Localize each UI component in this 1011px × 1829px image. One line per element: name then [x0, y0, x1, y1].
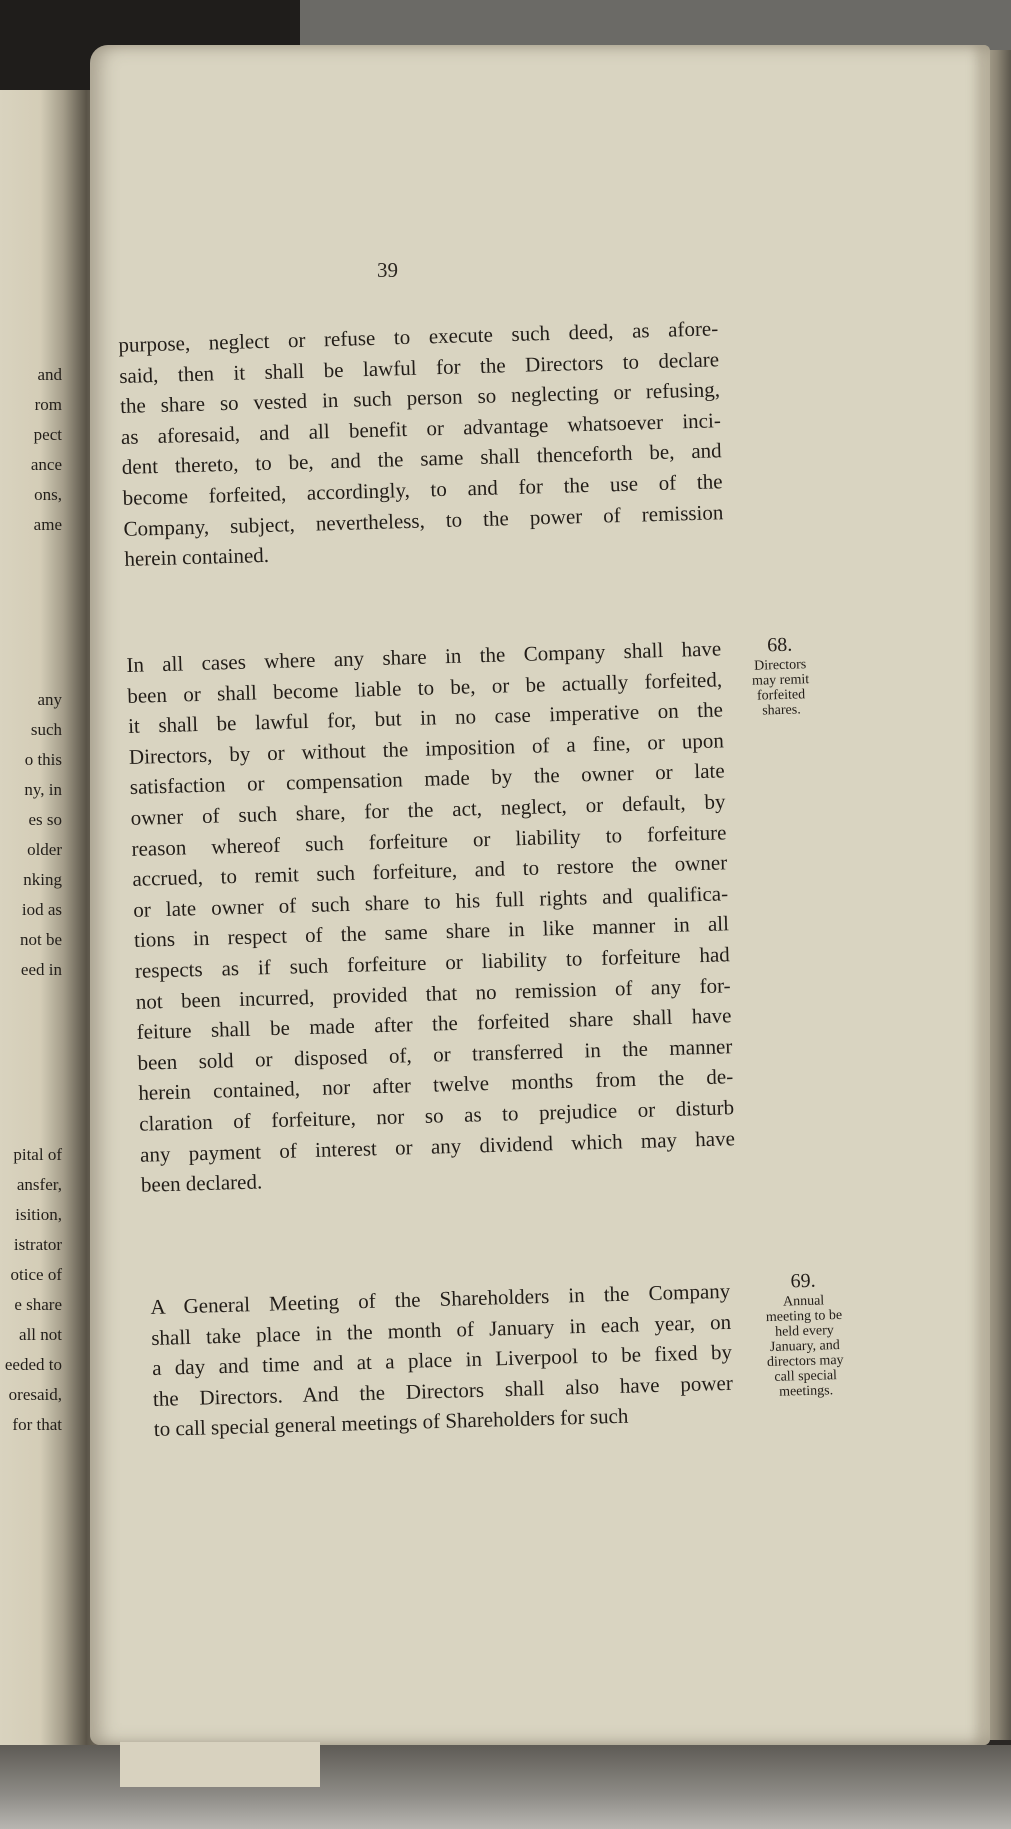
marginal-note-line: held every — [774, 1323, 834, 1340]
text-line: the share so vested in such person so neglecting or refusing, — [119, 377, 721, 419]
page-number: 39 — [377, 258, 398, 282]
left-page-fragment: ansfer, — [16, 1175, 62, 1194]
paragraph-1 — [118, 313, 725, 574]
marginal-note-line: Annual — [782, 1293, 825, 1310]
text-line: been sold or disposed of, or transferred in the manner — [137, 1033, 733, 1075]
text-line: respects as if such forfeiture or liability to forfeiture had — [134, 942, 731, 983]
left-page-fragment: all not — [19, 1325, 62, 1344]
left-page-fragment: older — [27, 840, 62, 859]
text-line: claration of forfeiture, nor so as to prejudice or disturb — [138, 1095, 735, 1136]
section-number: 69. — [790, 1269, 816, 1293]
text-line: reason whereof such forfeiture or liability to forfeiture — [131, 819, 727, 861]
paragraph-2 — [126, 633, 736, 1200]
paragraph-3 — [150, 1276, 734, 1445]
marginal-note-line: meetings. — [778, 1383, 834, 1400]
text-line: accrued, to remit such forfeiture, and to restore the owner — [132, 850, 728, 892]
left-page-fragment: rom — [34, 395, 62, 414]
marginal-note-line: January, and — [769, 1338, 840, 1355]
text-line: not been incurred, provided that no remission of any for- — [135, 972, 731, 1014]
marginal-note-line: directors may — [766, 1352, 844, 1371]
left-page-fragment: such — [30, 720, 62, 739]
text-line: Directors, by or without the imposition of a fine, or upon — [128, 728, 725, 769]
left-page-fragment: ny, in — [24, 780, 62, 799]
marginal-note-line: call special — [774, 1368, 838, 1385]
left-page-fragment: o this — [24, 750, 62, 769]
left-page-fragment: otice of — [10, 1265, 62, 1284]
left-page-fragment: not be — [19, 930, 62, 949]
left-page-fragment: istrator — [13, 1235, 62, 1254]
text-line: Company, subject, nevertheless, to the power of remission — [123, 499, 724, 541]
page-stack-bottom — [120, 1742, 320, 1787]
text-line: tions in respect of the same share in like manner in all — [133, 911, 730, 953]
left-page-fragment: eeded to — [4, 1355, 62, 1374]
text-line: feiture shall be made after the forfeited share shall have — [136, 1003, 732, 1044]
left-page-fragment: isition, — [15, 1205, 62, 1224]
marginal-note-line: meeting to be — [765, 1307, 843, 1326]
text-line: said, then it shall be lawful for the Directors to declare — [118, 346, 720, 388]
text-line: as aforesaid, and all benefit or advantage whatsoever inci- — [120, 407, 722, 449]
text-line: been or shall become liable to be, or be actually forfeited, — [126, 666, 723, 708]
left-page-fragment: ame — [33, 515, 62, 534]
left-page-fragment: eed in — [20, 960, 62, 979]
text-line: any payment of interest or any dividend which may have — [139, 1125, 736, 1167]
text-line: it shall be lawful for, but in no case imperative on the — [127, 697, 724, 739]
text-line: satisfaction or compensation made by the owner or late — [129, 758, 725, 800]
marginal-note-69 — [750, 1267, 859, 1401]
left-page-fragment: iod as — [21, 900, 62, 919]
left-page-fragment: e share — [14, 1295, 62, 1314]
text-line: owner of such share, for the act, neglect, or default, by — [130, 789, 726, 830]
left-page-fragment: es so — [28, 810, 62, 829]
text-line: been declared. — [140, 1169, 263, 1197]
marginal-note-line: may remit — [751, 672, 810, 689]
text-line: purpose, neglect or refuse to execute such deed, as afore- — [118, 316, 719, 357]
marginal-note-line: forfeited — [756, 687, 806, 704]
left-page-fragment: oresaid, — [8, 1385, 62, 1404]
left-page-fragment: pect — [33, 425, 62, 444]
left-page-fragment: any — [37, 690, 62, 709]
left-page-fragment: ons, — [34, 485, 62, 504]
marginal-note-68 — [737, 631, 824, 719]
marginal-note-line: shares. — [762, 702, 801, 719]
text-line: herein contained. — [124, 543, 270, 572]
text-line: to call special general meetings of Shareholders for such — [153, 1404, 629, 1442]
text-line: a day and time and at a place in Liverpool to be fixed by — [151, 1339, 733, 1381]
left-page-fragment: nking — [23, 870, 62, 889]
marginal-note-line: Directors — [753, 657, 807, 674]
section-number: 68. — [766, 633, 793, 657]
left-page-fragment: pital of — [13, 1145, 62, 1164]
text-line: the Directors. And the Directors shall also have power — [152, 1370, 734, 1411]
left-page-fragment: for that — [12, 1415, 62, 1434]
text-line: herein contained, nor after twelve months from the de- — [138, 1064, 734, 1106]
text-line: become forfeited, accordingly, to and for the use of the — [122, 469, 723, 510]
left-page-fragment: and — [37, 365, 62, 384]
text-line: In all cases where any share in the Company shall have — [126, 636, 722, 677]
left-page-fragment: ance — [30, 455, 62, 474]
text-line: or late owner of such share to his full rights and qualifica- — [132, 881, 729, 922]
text-line: A General Meeting of the Shareholders in the Company — [150, 1278, 731, 1319]
text-line: shall take place in the month of January in each year, on — [150, 1309, 732, 1350]
text-line: dent thereto, to be, and the same shall thenceforth be, and — [121, 438, 722, 480]
